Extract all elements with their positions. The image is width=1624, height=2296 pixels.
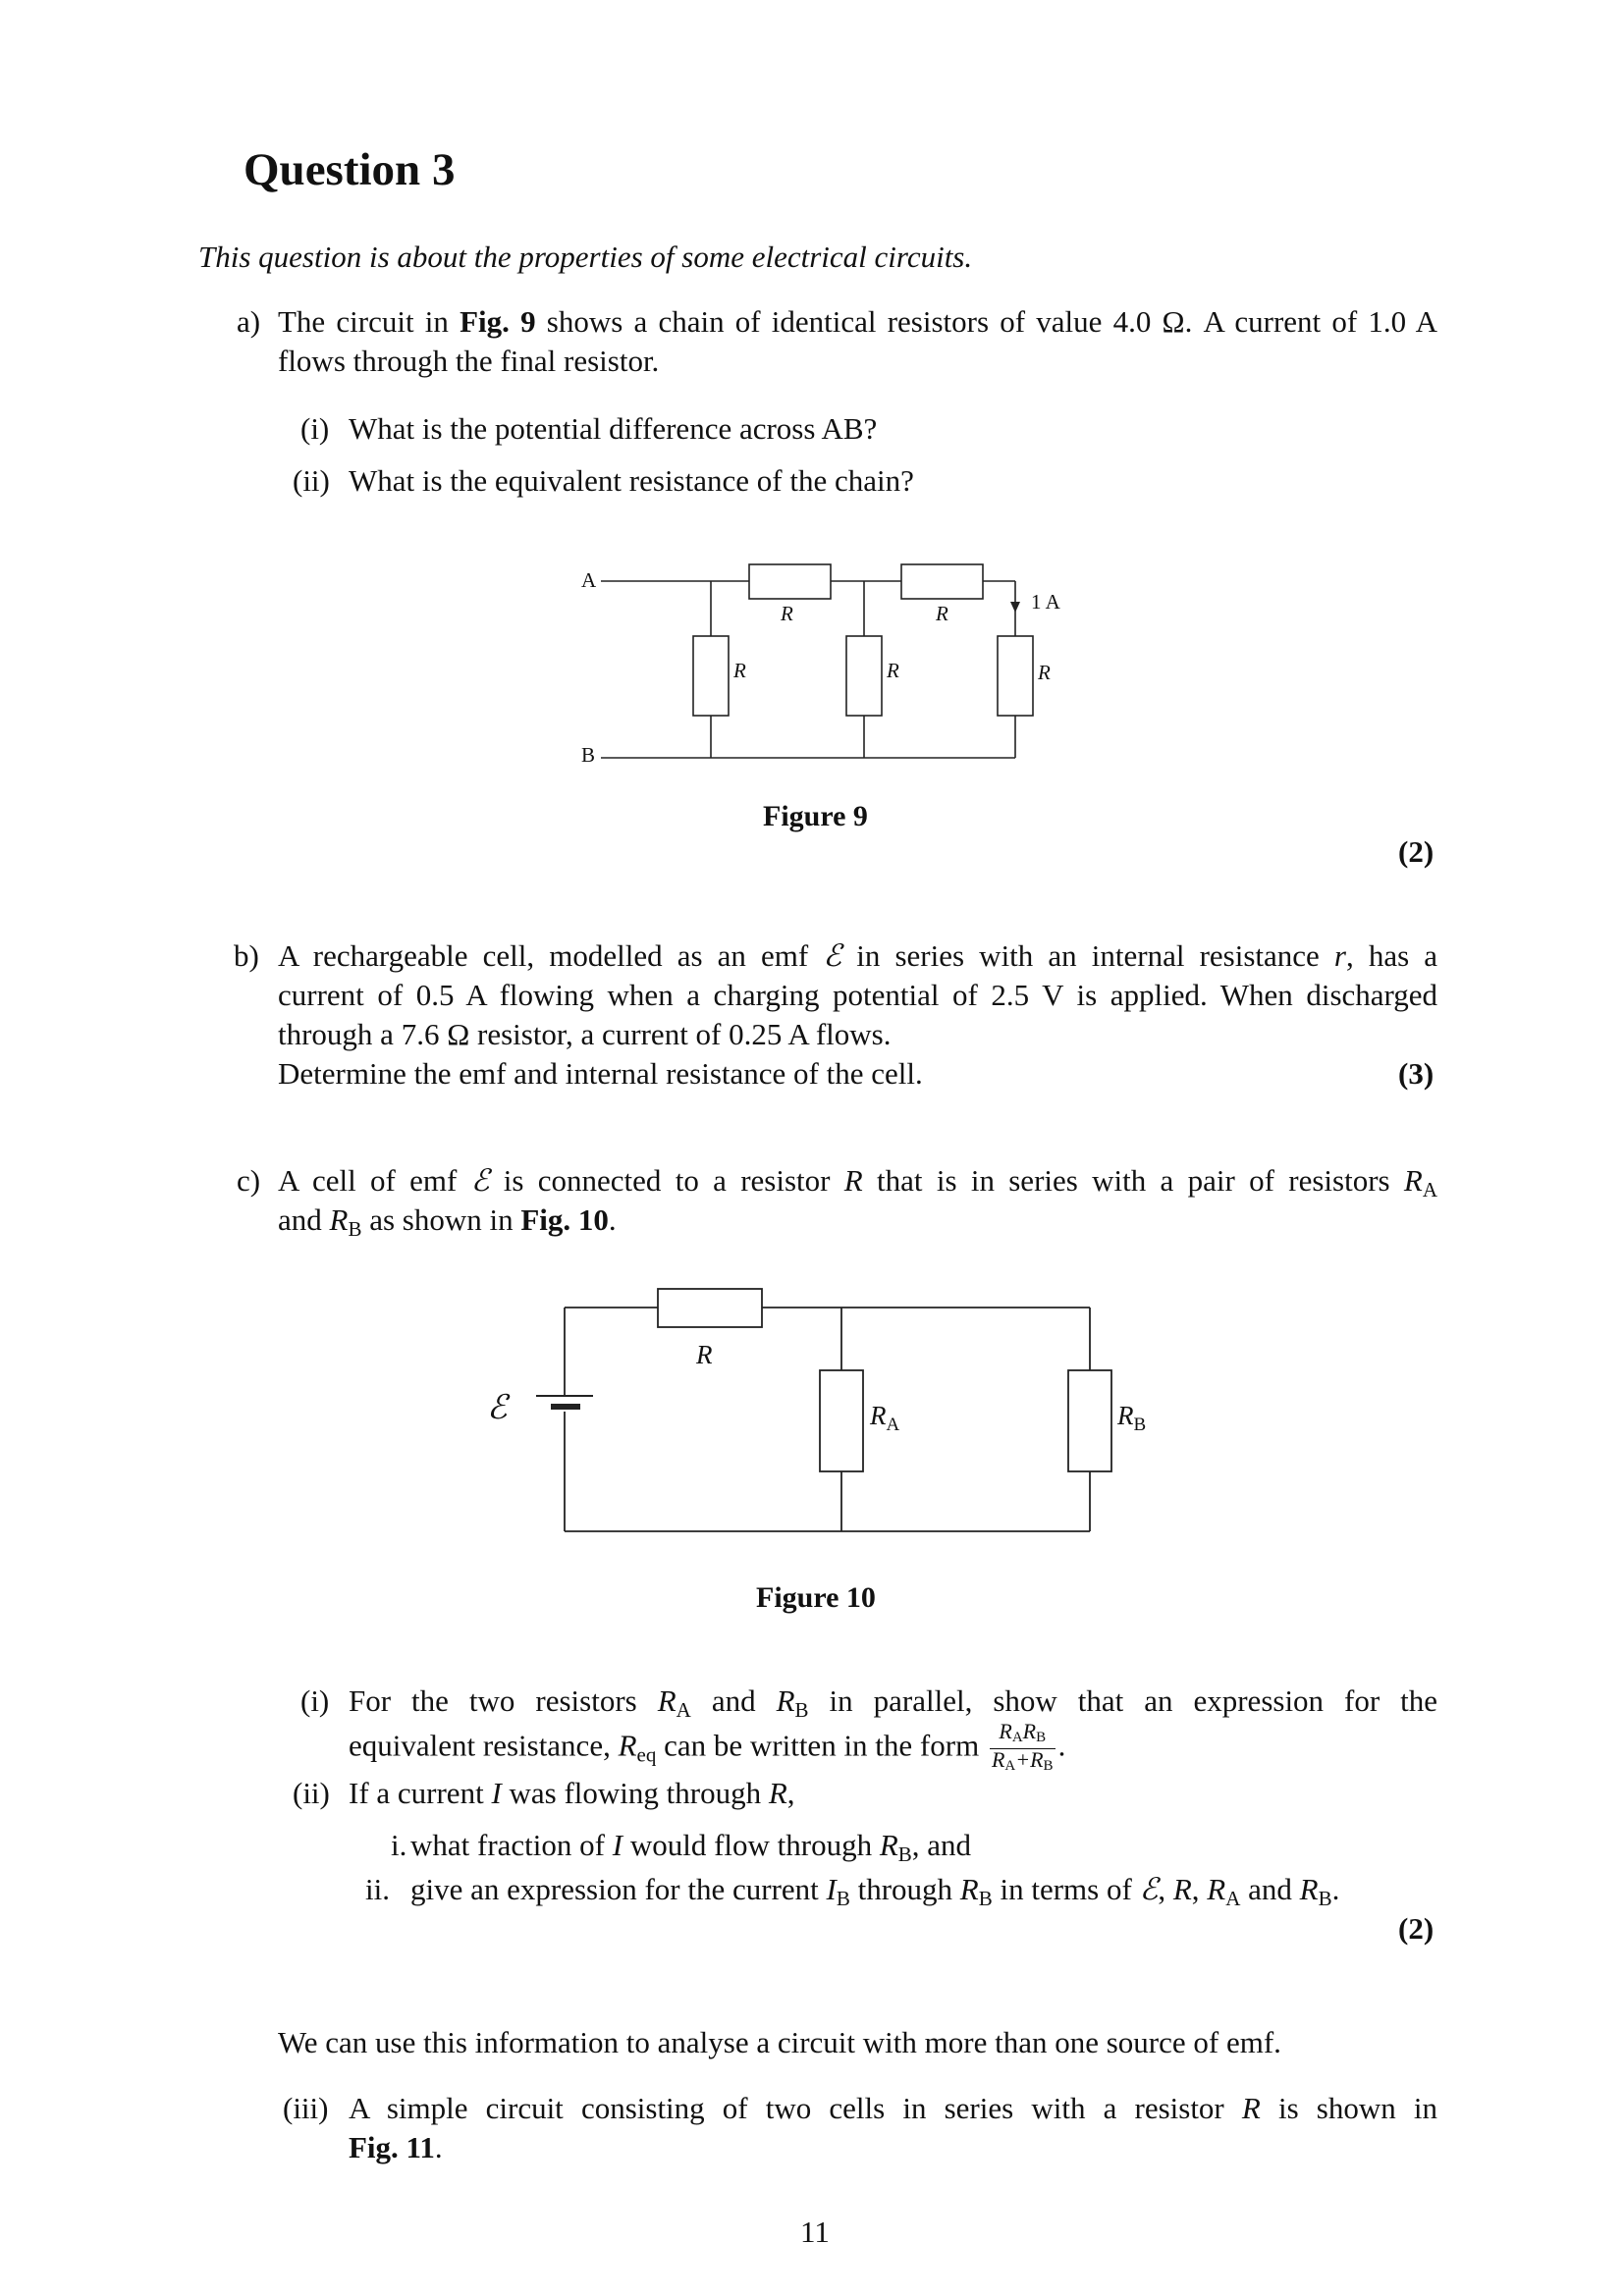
part-b-line-3: through a 7.6 Ω resistor, a current of 0.25 A flows. (278, 1017, 892, 1051)
node-b-label: B (581, 743, 596, 767)
r-label: R (696, 1340, 713, 1369)
part-b-marks: (3) (1398, 1056, 1435, 1091)
question-intro: This question is about the properties of some electrical circuits. (198, 240, 973, 274)
part-b-line-4: Determine the emf and internal resistance of the cell. (278, 1056, 923, 1091)
part-c-i-label: (i) (300, 1683, 330, 1718)
part-c-i-line-1: For the two resistors $R_A$ and $R_B$ in parallel, show that an expression for the (349, 1683, 1438, 1722)
resistor-r (658, 1289, 762, 1327)
part-c-iii-label: (iii) (283, 2091, 329, 2125)
part-c-ii-ii-text: give an expression for the current $I_B$ through $R_B$ in terms of ℰ, R, $R_A$ and $R_B$. (410, 1872, 1340, 1910)
part-a-line-2: flows through the final resistor. (278, 344, 660, 378)
part-c-marks: (2) (1398, 1911, 1435, 1946)
part-c-ii-i-label: i. (391, 1828, 407, 1862)
resistor-series-1 (749, 564, 831, 599)
cell-symbol (536, 1396, 593, 1407)
parallel-formula: $\frac{\text{RARB}}{RA+RB}$ (991, 1719, 1054, 1774)
resistor-shunt-2 (846, 636, 882, 716)
part-b-label: b) (234, 938, 259, 973)
resistance-value: 4.0 Ω (1112, 304, 1185, 339)
current-label-1a: 1 A (1031, 590, 1060, 614)
part-c-ii-ii-label: ii. (365, 1872, 390, 1906)
part-c-line-1: A cell of emf ℰ is connected to a resistor R that is in series with a pair of resistors $R_A$ (278, 1163, 1438, 1201)
emf-symbol: ℰ (823, 938, 842, 973)
fig9-ref: Fig. 9 (460, 304, 536, 339)
fig11-ref: Fig. 11 (349, 2130, 435, 2164)
emf-label: ℰ (487, 1390, 508, 1426)
part-c-line-2: and $R_B$ as shown in Fig. 10. (278, 1202, 617, 1241)
ra-label: $R_A$ (870, 1401, 900, 1435)
part-c-iii-line-2: Fig. 11. (349, 2130, 443, 2164)
current-arrow (1010, 602, 1020, 613)
part-a-label: a) (237, 304, 261, 339)
r-label-series-1: R (781, 602, 793, 625)
resistor-shunt-1 (693, 636, 729, 716)
part-a-i-text: What is the potential difference across AB? (349, 411, 878, 446)
r-label-shunt-1: R (733, 659, 746, 682)
figure-10-caption: Figure 10 (756, 1581, 876, 1614)
r-label-series-2: R (936, 602, 948, 625)
resistor-ra (820, 1370, 863, 1471)
figure-10-circuit (461, 1266, 1168, 1561)
page-number: 11 (800, 2215, 830, 2249)
fig10-ref: Fig. 10 (520, 1202, 609, 1237)
part-c-ii-label: (ii) (293, 1776, 330, 1810)
analyse-text: We can use this information to analyse a circuit with more than one source of emf. (278, 2025, 1281, 2059)
resistor-final (998, 636, 1033, 716)
part-a-marks: (2) (1398, 834, 1435, 869)
node-a-label: A (581, 568, 597, 592)
part-a-line-1: The circuit in Fig. 9 shows a chain of identical resistors of value 4.0 Ω. A current of 1.0 A (278, 304, 1437, 339)
figure-9-caption: Figure 9 (763, 800, 868, 832)
resistor-rb (1068, 1370, 1111, 1471)
part-c-i-line-2: equivalent resistance, $R_{eq}$ can be written in the form $\frac{\text{RARB}}{RA+RB}$ . (349, 1721, 1065, 1777)
r-label-final: R (1038, 661, 1051, 684)
part-c-iii-line-1: A simple circuit consisting of two cells in series with a resistor R is shown in (349, 2091, 1437, 2125)
part-c-label: c) (237, 1163, 261, 1198)
part-a-ii-label: (ii) (293, 463, 330, 498)
current-value: 1.0 A (1368, 304, 1437, 339)
rb-label: $R_B$ (1117, 1401, 1147, 1435)
part-b-line-2: current of 0.5 A flowing when a charging potential of 2.5 V is applied. When discharged (278, 978, 1438, 1012)
question-title: Question 3 (244, 144, 456, 195)
r-label-shunt-2: R (887, 659, 899, 682)
figure-9-circuit (550, 550, 1100, 775)
part-b-line-1: A rechargeable cell, modelled as an emf ℰ in series with an internal resistance r, has a (278, 938, 1438, 973)
resistor-series-2 (901, 564, 983, 599)
part-c-ii-i-text: what fraction of I would flow through $R_B$, and (410, 1828, 972, 1866)
part-a-i-label: (i) (300, 411, 330, 446)
part-a-ii-text: What is the equivalent resistance of the chain? (349, 463, 914, 498)
part-c-ii-text: If a current I was flowing through R, (349, 1776, 795, 1810)
